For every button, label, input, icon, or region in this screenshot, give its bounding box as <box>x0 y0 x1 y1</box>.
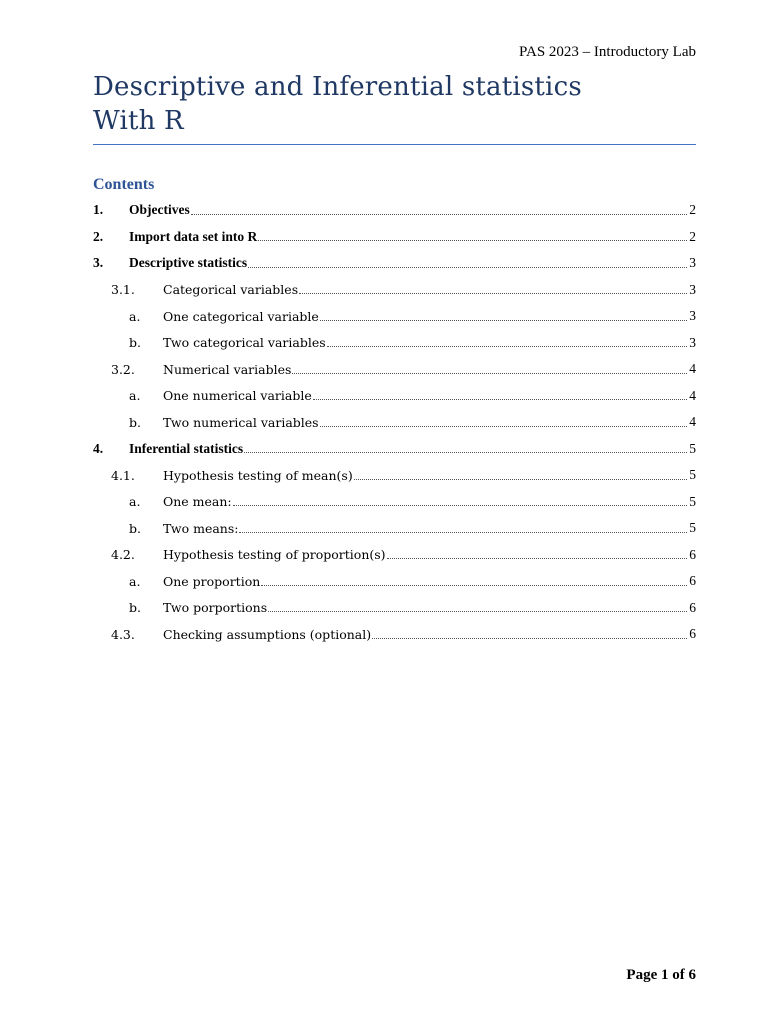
toc-entry-number: 2. <box>93 228 104 244</box>
document-title-line-2: With R <box>93 106 184 136</box>
toc-entry-page: 5 <box>689 493 696 509</box>
document-title-line-1: Descriptive and Inferential statistics <box>93 72 582 102</box>
toc-entry[interactable] <box>93 277 696 304</box>
toc-entry-number: 4.2. <box>111 547 135 563</box>
toc-entry-page: 5 <box>689 440 696 456</box>
toc-entry[interactable] <box>93 489 696 516</box>
toc-dot-leader <box>372 638 687 639</box>
toc-entry-number: 4.1. <box>111 467 135 483</box>
toc-dot-leader <box>354 479 687 480</box>
toc-entry-title: Hypothesis testing of proportion(s) <box>163 547 386 563</box>
toc-entry-number: 4. <box>93 440 104 456</box>
title-divider <box>93 144 696 145</box>
toc-entry[interactable] <box>93 330 696 357</box>
toc-entry-title: Objectives <box>129 202 190 218</box>
toc-entry-number: a. <box>129 494 141 510</box>
toc-entry[interactable] <box>93 356 696 383</box>
toc-entry-title: Inferential statistics <box>129 440 244 456</box>
toc-entry-page: 3 <box>689 334 696 350</box>
toc-dot-leader <box>313 399 687 400</box>
toc-entry-title: Two categorical variables <box>163 335 326 351</box>
toc-entry-number: b. <box>129 414 141 430</box>
toc-dot-leader <box>261 585 687 586</box>
contents-heading: Contents <box>93 176 155 193</box>
toc-dot-leader <box>268 611 687 612</box>
toc-entry-number: 4.3. <box>111 626 135 642</box>
toc-entry-title: One mean: <box>163 494 232 510</box>
toc-entry[interactable] <box>93 542 696 569</box>
toc-entry-title: One categorical variable <box>163 308 319 324</box>
toc-entry-title: Categorical variables <box>163 282 299 298</box>
toc-entry-number: 1. <box>93 202 104 218</box>
toc-entry-page: 5 <box>689 520 696 536</box>
toc-entry-page: 3 <box>689 308 696 324</box>
toc-entry[interactable] <box>93 409 696 436</box>
toc-dot-leader <box>191 214 687 215</box>
toc-dot-leader <box>320 320 687 321</box>
toc-dot-leader <box>292 373 687 374</box>
document-title <box>93 70 696 138</box>
toc-entry-title: Hypothesis testing of mean(s) <box>163 467 353 483</box>
toc-entry[interactable] <box>93 568 696 595</box>
toc-entry-page: 2 <box>689 202 696 218</box>
toc-entry-page: 4 <box>689 361 696 377</box>
toc-entry-title: Import data set into R <box>129 228 258 244</box>
toc-entry-page: 3 <box>689 281 696 297</box>
toc-entry-title: Checking assumptions (optional) <box>163 626 372 642</box>
toc-entry[interactable] <box>93 250 696 277</box>
toc-entry[interactable] <box>93 224 696 251</box>
toc-dot-leader <box>387 558 687 559</box>
toc-entry-number: b. <box>129 600 141 616</box>
toc-entry[interactable] <box>93 197 696 224</box>
toc-entry-title: Two numerical variables <box>163 414 319 430</box>
toc-entry-number: a. <box>129 308 141 324</box>
toc-entry-page: 6 <box>689 573 696 589</box>
toc-dot-leader <box>239 532 687 533</box>
table-of-contents <box>93 197 696 648</box>
toc-entry[interactable] <box>93 515 696 542</box>
toc-dot-leader <box>320 426 687 427</box>
toc-dot-leader <box>327 346 687 347</box>
toc-entry-title: One proportion <box>163 573 261 589</box>
toc-entry-page: 4 <box>689 414 696 430</box>
toc-dot-leader <box>299 293 687 294</box>
toc-entry[interactable] <box>93 303 696 330</box>
toc-entry-number: a. <box>129 388 141 404</box>
toc-entry-title: Numerical variables <box>163 361 292 377</box>
toc-dot-leader <box>233 505 687 506</box>
toc-entry-title: Two porportions <box>163 600 268 616</box>
toc-entry[interactable] <box>93 436 696 463</box>
toc-entry-page: 3 <box>689 255 696 271</box>
toc-entry[interactable] <box>93 621 696 648</box>
toc-entry[interactable] <box>93 462 696 489</box>
toc-entry-number: a. <box>129 573 141 589</box>
toc-entry[interactable] <box>93 383 696 410</box>
toc-entry-number: 3. <box>93 255 104 271</box>
page-header: PAS 2023 – Introductory Lab <box>519 44 696 60</box>
toc-dot-leader <box>248 267 687 268</box>
toc-entry-number: b. <box>129 335 141 351</box>
toc-entry[interactable] <box>93 595 696 622</box>
toc-entry-page: 4 <box>689 387 696 403</box>
toc-entry-title: Two means: <box>163 520 239 536</box>
toc-entry-number: b. <box>129 520 141 536</box>
toc-entry-page: 2 <box>689 228 696 244</box>
toc-entry-title: One numerical variable <box>163 388 312 404</box>
toc-dot-leader <box>244 452 687 453</box>
toc-entry-number: 3.1. <box>111 282 135 298</box>
toc-dot-leader <box>258 240 687 241</box>
toc-entry-page: 6 <box>689 546 696 562</box>
toc-entry-page: 6 <box>689 599 696 615</box>
toc-entry-number: 3.2. <box>111 361 135 377</box>
toc-entry-page: 6 <box>689 626 696 642</box>
toc-entry-title: Descriptive statistics <box>129 255 248 271</box>
toc-entry-page: 5 <box>689 467 696 483</box>
page-number-footer: Page 1 of 6 <box>626 967 696 983</box>
